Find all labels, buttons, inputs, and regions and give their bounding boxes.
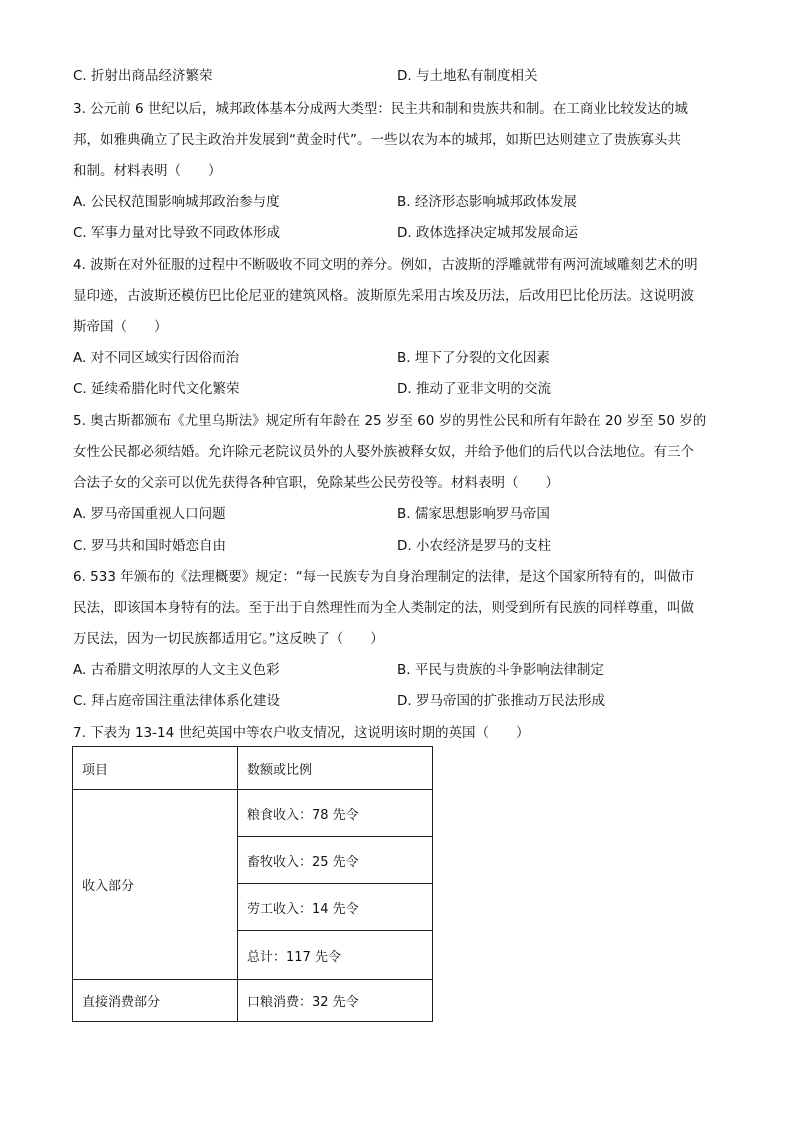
question-6-line-2: 民法，即该国本身特有的法。至于出于自然理性而为全人类制定的法，则受到所有民族的同样尊重，叫做 <box>73 600 694 616</box>
question-6-option-b: B. 平民与贵族的斗争影响法律制定 <box>397 662 604 678</box>
question-6-line-3: 万民法，因为一切民族都适用它。”这反映了（ ） <box>73 631 384 647</box>
question-3-line-1: 3. 公元前 6 世纪以后，城邦政体基本分成两大类型：民主共和制和贵族共和制。在工商业比较发达的城 <box>73 101 688 117</box>
question-5-line-3: 合法子女的父亲可以优先获得各种官职，免除某些公民劳役等。材料表明（ ） <box>73 475 559 491</box>
option-c: C. 折射出商品经济繁荣 <box>73 68 213 84</box>
income-total: 总计：117 先令 <box>238 931 433 980</box>
question-4-line-3: 斯帝国（ ） <box>73 319 168 335</box>
consumption-label: 直接消费部分 <box>73 980 238 1022</box>
question-5-option-a: A. 罗马帝国重视人口问题 <box>73 506 226 522</box>
table-row <box>73 980 433 1022</box>
question-5-option-c: C. 罗马共和国时婚恋自由 <box>73 538 227 554</box>
question-6-option-a: A. 古希腊文明浓厚的人文主义色彩 <box>73 662 280 678</box>
question-4-option-d: D. 推动了亚非文明的交流 <box>397 381 551 397</box>
option-d: D. 与土地私有制度相关 <box>397 68 538 84</box>
question-3-option-d: D. 政体选择决定城邦发展命运 <box>397 225 578 241</box>
question-6-option-c: C. 拜占庭帝国注重法律体系化建设 <box>73 693 281 709</box>
income-table <box>72 746 433 1022</box>
header-amount: 数额或比例 <box>238 747 433 790</box>
question-5-option-b: B. 儒家思想影响罗马帝国 <box>397 506 550 522</box>
income-label: 收入部分 <box>73 790 238 980</box>
income-grain: 粮食收入：78 先令 <box>238 790 433 837</box>
question-6-line-1: 6. 533 年颁布的《法理概要》规定：“每一民族专为自身治理制定的法律，是这个国家所特有的，叫做市 <box>73 569 695 585</box>
question-5-option-d: D. 小农经济是罗马的支柱 <box>397 538 551 554</box>
question-7-stem: 7. 下表为 13-14 世纪英国中等农户收支情况，这说明该时期的英国（ ） <box>73 725 530 741</box>
question-5-line-2: 女性公民都必须结婚。允许除元老院议员外的人娶外族被释女奴，并给予他们的后代以合法地位。有三个 <box>73 444 694 460</box>
question-6-option-d: D. 罗马帝国的扩张推动万民法形成 <box>397 693 605 709</box>
consumption-grain: 口粮消费：32 先令 <box>238 980 433 1022</box>
question-3-line-3: 和制。材料表明（ ） <box>73 163 222 179</box>
question-3-option-a: A. 公民权范围影响城邦政治参与度 <box>73 194 280 210</box>
question-5-line-1: 5. 奥古斯都颁布《尤里乌斯法》规定所有年龄在 25 岁至 60 岁的男性公民和所有年龄在 20 岁至 50 岁的 <box>73 413 707 429</box>
question-4-option-a: A. 对不同区域实行因俗而治 <box>73 350 240 366</box>
question-4-option-b: B. 埋下了分裂的文化因素 <box>397 350 550 366</box>
income-labor: 劳工收入：14 先令 <box>238 884 433 931</box>
header-item: 项目 <box>73 747 238 790</box>
question-3-option-b: B. 经济形态影响城邦政体发展 <box>397 194 577 210</box>
question-3-line-2: 邦，如雅典确立了民主政治并发展到“黄金时代”。一些以农为本的城邦，如斯巴达则建立了贵族寡头共 <box>73 132 681 148</box>
question-4-line-2: 显印迹，古波斯还模仿巴比伦尼亚的建筑风格。波斯原先采用古埃及历法，后改用巴比伦历法。这说明波 <box>73 288 694 304</box>
table-row <box>73 790 433 837</box>
question-4-option-c: C. 延续希腊化时代文化繁荣 <box>73 381 240 397</box>
question-4-line-1: 4. 波斯在对外征服的过程中不断吸收不同文明的养分。例如，古波斯的浮雕就带有两河流域雕刻艺术的明 <box>73 257 698 273</box>
question-3-option-c: C. 军事力量对比导致不同政体形成 <box>73 225 281 241</box>
income-livestock: 畜牧收入：25 先令 <box>238 837 433 884</box>
table-header-row <box>73 747 433 790</box>
